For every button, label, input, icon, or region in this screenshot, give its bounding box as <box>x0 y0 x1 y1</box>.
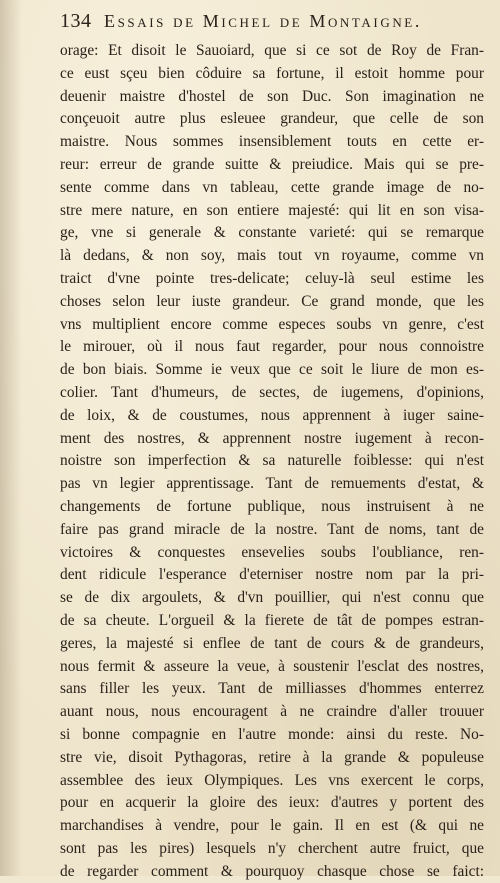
text-line: pas vn legier apprentissage. Tant de remuements d'estat, & <box>60 475 484 493</box>
text-line: vns multiplient encore comme especes soubs vn genre, c'est <box>60 315 484 333</box>
text-line: ce eust sçeu bien côduire sa fortune, il estoit homme pour <box>60 64 484 82</box>
text-line: marchandises à vendre, pour le gain. Il en est (& qui ne <box>60 817 484 835</box>
text-line: deuenir maistre d'hostel de son Duc. Son imagination ne <box>60 87 484 105</box>
text-line: maistre. Nous sommes insensiblement touts en cette er- <box>60 133 484 151</box>
text-line: reur: erreur de grande suitte & preiudice. Mais qui se pre- <box>60 155 484 173</box>
text-line: faire pas grand miracle de la nostre. Tant de noms, tant de <box>60 520 484 538</box>
text-line: sont pas les pires) lesquels n'y cherchent autre fruict, que <box>60 839 484 857</box>
text-line: conçeuoit autre plus esleuee grandeur, que celle de son <box>60 110 484 128</box>
text-line: orage: Et disoit le Sauoiard, que si ce sot de Roy de Fran- <box>60 42 484 59</box>
text-line: pour en acquerir la gloire des ieux: d'autres y portent des <box>60 794 484 812</box>
body-text <box>60 40 484 883</box>
text-line: se de dix argoulets, & d'vn pouillier, qui n'est connu que <box>60 589 484 607</box>
running-title: Essais de Michel de Montaigne. <box>104 11 422 31</box>
text-line: stre mere nature, en son entiere majesté: qui lit en son visa- <box>60 201 484 219</box>
page-header <box>60 10 480 38</box>
text-line: le mirouer, où il nous faut regarder, pour nous connoistre <box>60 338 484 356</box>
text-line: victoires & conquestes ensevelies soubs l'oubliance, ren- <box>60 543 484 561</box>
text-line: ge, vne si generale & constante varieté: qui se remarque <box>60 224 484 242</box>
text-line: sente comme dans vn tableau, cette grande image de no- <box>60 178 484 196</box>
text-line: changements de fortune publique, nous instruisent à ne <box>60 497 484 515</box>
text-line: ment des nostres, & apprennent nostre iugement à recon- <box>60 429 484 447</box>
gutter-shadow <box>0 0 22 876</box>
text-line: nous fermit & asseure la veue, à soustenir l'esclat des nostres, <box>60 657 484 675</box>
page-number: 134 <box>60 10 92 32</box>
text-line: geres, la majesté si enflee de tant de cours & de grandeurs, <box>60 634 484 652</box>
text-line: de regarder comment & pourquoy chasque chose se faict: <box>60 862 484 880</box>
text-line: de bon biais. Somme ie veux que ce soit le liure de mon es- <box>60 361 484 379</box>
text-line: auant nous, nous encouragent à ne craindre d'aller trouuer <box>60 703 484 721</box>
text-line: choses selon leur iuste grandeur. Ce grand monde, que les <box>60 292 484 310</box>
text-line: stre vie, disoit Pythagoras, retire à la grande & populeuse <box>60 748 484 766</box>
text-line: noistre son imperfection & sa naturelle foiblesse: qui n'est <box>60 452 484 470</box>
text-line: assemblee des ieux Olympiques. Les vns exercent le corps, <box>60 771 484 789</box>
text-line: sans filler les yeux. Tant de milliasses d'hommes enterrez <box>60 680 484 698</box>
text-line: colier. Tant d'humeurs, de sectes, de iugemens, d'opinions, <box>60 383 484 401</box>
text-line: si bonne compagnie en l'autre monde: ainsi du reste. No- <box>60 725 484 743</box>
text-line: là dedans, & non soy, mais tout vn royaume, comme vn <box>60 247 484 265</box>
text-line: de sa cheute. L'orgueil & la fierete de tât de pompes estran- <box>60 611 484 629</box>
text-line: de loix, & de coustumes, nous apprennent à iuger saine- <box>60 406 484 424</box>
text-line: traict d'vne pointe tres-delicate; celuy-là seul estime les <box>60 269 484 287</box>
text-line: dent ridicule l'esperance d'eterniser nostre nom par la pri- <box>60 566 484 584</box>
